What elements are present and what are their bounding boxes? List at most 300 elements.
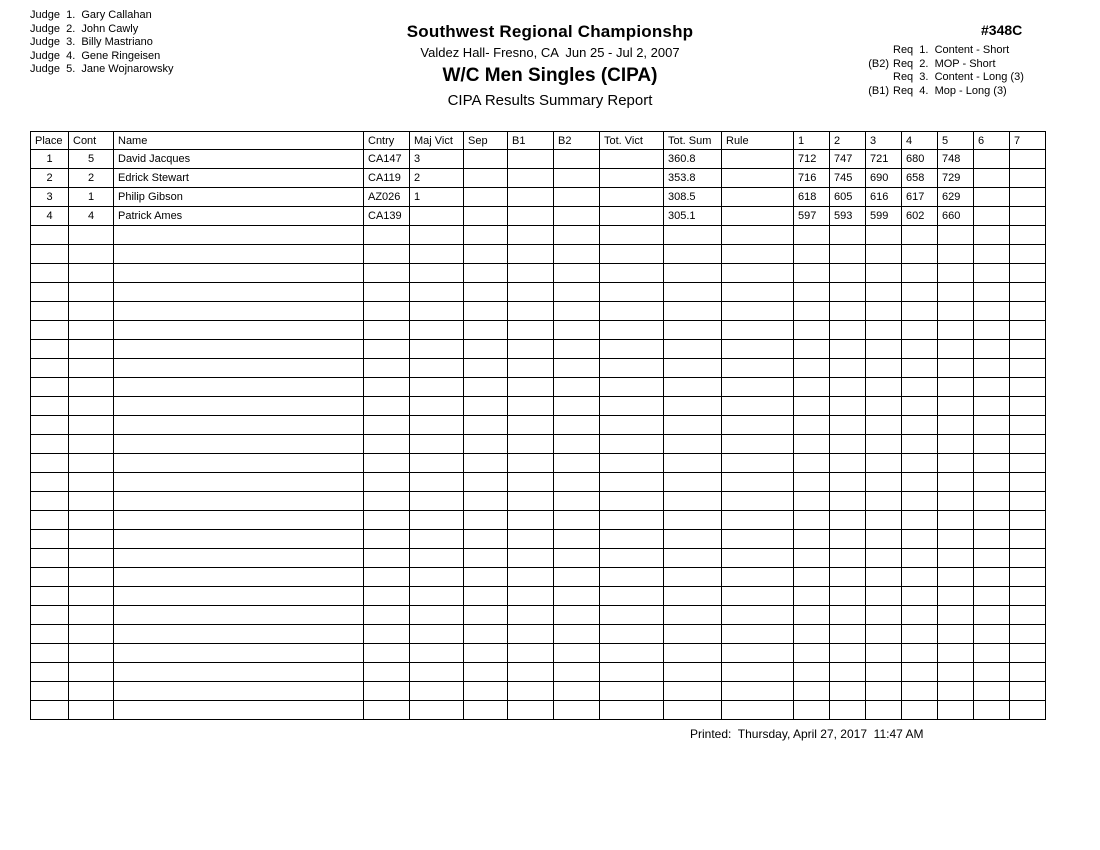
table-cell (364, 473, 410, 492)
table-cell (722, 359, 794, 378)
table-cell (464, 454, 508, 473)
table-cell (600, 321, 664, 340)
table-cell (794, 644, 830, 663)
table-cell (410, 587, 464, 606)
table-cell (866, 359, 902, 378)
table-cell (410, 549, 464, 568)
table-cell (69, 625, 114, 644)
table-row (31, 150, 1046, 169)
table-cell (722, 283, 794, 302)
table-cell (938, 473, 974, 492)
table-cell (69, 321, 114, 340)
judge-line: Judge 2. John Cawly (30, 22, 139, 35)
table-cell (554, 150, 600, 169)
table-cell (464, 663, 508, 682)
table-cell (830, 625, 866, 644)
table-cell (722, 302, 794, 321)
table-cell (794, 283, 830, 302)
table-cell (600, 435, 664, 454)
table-cell (114, 264, 364, 283)
table-cell (1010, 701, 1046, 720)
table-cell (554, 321, 600, 340)
table-cell (410, 644, 464, 663)
table-cell (508, 321, 554, 340)
column-header: Sep (464, 132, 508, 150)
table-cell (114, 283, 364, 302)
table-cell (938, 606, 974, 625)
table-cell (902, 625, 938, 644)
table-cell (1010, 435, 1046, 454)
table-cell (974, 701, 1010, 720)
table-cell (464, 416, 508, 435)
table-cell (1010, 644, 1046, 663)
table-cell (69, 530, 114, 549)
table-cell (410, 530, 464, 549)
table-cell (794, 492, 830, 511)
table-cell (974, 378, 1010, 397)
judge-line: Judge 4. Gene Ringeisen (30, 49, 161, 62)
table-cell (974, 207, 1010, 226)
table-cell (31, 302, 69, 321)
table-cell (830, 492, 866, 511)
table-cell (508, 302, 554, 321)
table-cell (794, 587, 830, 606)
table-cell (664, 663, 722, 682)
table-cell (902, 587, 938, 606)
table-cell (554, 473, 600, 492)
table-cell (866, 625, 902, 644)
table-cell (600, 530, 664, 549)
table-cell (1010, 378, 1046, 397)
table-cell (974, 397, 1010, 416)
column-header: Tot. Vict (600, 132, 664, 150)
report-title: CIPA Results Summary Report (447, 92, 653, 109)
table-cell (866, 283, 902, 302)
table-cell (938, 416, 974, 435)
table-cell (866, 530, 902, 549)
req-prefix (863, 44, 889, 58)
table-cell (866, 321, 902, 340)
table-cell (364, 663, 410, 682)
table-row (31, 169, 1046, 188)
table-cell (722, 207, 794, 226)
table-cell (114, 340, 364, 359)
table-cell (830, 321, 866, 340)
table-cell (830, 511, 866, 530)
table-cell (364, 549, 410, 568)
table-cell (902, 473, 938, 492)
table-cell (31, 663, 69, 682)
table-cell (464, 511, 508, 530)
table-cell: CA139 (364, 207, 410, 226)
table-cell (464, 435, 508, 454)
table-cell (1010, 625, 1046, 644)
table-cell (464, 359, 508, 378)
table-cell (664, 549, 722, 568)
table-cell (794, 264, 830, 283)
table-cell (794, 568, 830, 587)
table-cell (1010, 302, 1046, 321)
table-cell (114, 397, 364, 416)
table-cell (664, 473, 722, 492)
table-cell (410, 606, 464, 625)
table-cell (830, 473, 866, 492)
table-cell (664, 359, 722, 378)
table-cell (664, 264, 722, 283)
table-cell (31, 435, 69, 454)
table-cell (938, 397, 974, 416)
table-cell (364, 264, 410, 283)
table-cell (69, 454, 114, 473)
table-cell: 5 (69, 150, 114, 169)
table-cell (114, 549, 364, 568)
table-cell (830, 283, 866, 302)
table-cell (722, 378, 794, 397)
table-cell (902, 701, 938, 720)
table-cell (902, 549, 938, 568)
table-cell: Patrick Ames (114, 207, 364, 226)
table-cell (31, 644, 69, 663)
table-cell (364, 568, 410, 587)
table-cell (866, 340, 902, 359)
table-cell (1010, 150, 1046, 169)
table-cell (600, 644, 664, 663)
req-text: Req 3. Content - Long (3) (893, 71, 1024, 83)
table-cell (938, 701, 974, 720)
table-cell (31, 701, 69, 720)
table-row (31, 397, 1046, 416)
table-cell (1010, 473, 1046, 492)
table-cell (554, 435, 600, 454)
table-cell: 1 (410, 188, 464, 207)
table-cell (464, 340, 508, 359)
table-cell (794, 226, 830, 245)
table-cell (1010, 530, 1046, 549)
table-cell (508, 435, 554, 454)
table-cell (508, 340, 554, 359)
table-cell (114, 378, 364, 397)
table-cell (464, 397, 508, 416)
table-cell (114, 226, 364, 245)
table-cell (1010, 492, 1046, 511)
table-cell (508, 530, 554, 549)
table-cell (600, 454, 664, 473)
table-row (31, 587, 1046, 606)
table-row (31, 340, 1046, 359)
table-cell (866, 663, 902, 682)
table-cell (830, 340, 866, 359)
table-cell (31, 530, 69, 549)
table-cell (902, 283, 938, 302)
table-row (31, 359, 1046, 378)
table-cell: 602 (902, 207, 938, 226)
table-cell (554, 359, 600, 378)
table-cell (974, 530, 1010, 549)
table-cell (902, 416, 938, 435)
table-cell: 305.1 (664, 207, 722, 226)
table-cell (722, 340, 794, 359)
table-cell (69, 492, 114, 511)
table-cell (69, 397, 114, 416)
table-cell (464, 207, 508, 226)
table-cell (1010, 264, 1046, 283)
table-cell (464, 568, 508, 587)
table-cell: 660 (938, 207, 974, 226)
table-cell (69, 587, 114, 606)
table-cell (114, 568, 364, 587)
table-cell (938, 587, 974, 606)
table-cell (830, 568, 866, 587)
table-cell (114, 435, 364, 454)
table-cell (31, 625, 69, 644)
table-cell (974, 245, 1010, 264)
table-cell (410, 492, 464, 511)
table-cell: 748 (938, 150, 974, 169)
table-cell (364, 682, 410, 701)
table-cell (554, 549, 600, 568)
table-cell (722, 169, 794, 188)
table-cell: 353.8 (664, 169, 722, 188)
table-cell (902, 264, 938, 283)
table-cell (794, 340, 830, 359)
table-cell (31, 340, 69, 359)
table-cell (974, 549, 1010, 568)
table-cell: 747 (830, 150, 866, 169)
table-cell (508, 663, 554, 682)
table-cell (410, 435, 464, 454)
table-cell (410, 682, 464, 701)
table-cell (600, 549, 664, 568)
table-cell (508, 226, 554, 245)
table-cell (364, 302, 410, 321)
req-text: Req 1. Content - Short (893, 44, 1010, 56)
table-cell: David Jacques (114, 150, 364, 169)
table-cell (600, 245, 664, 264)
table-cell (830, 587, 866, 606)
table-cell (938, 625, 974, 644)
table-cell: 2 (69, 169, 114, 188)
table-cell (114, 644, 364, 663)
table-cell (364, 245, 410, 264)
table-cell (664, 492, 722, 511)
table-cell (410, 378, 464, 397)
table-cell (938, 663, 974, 682)
table-cell (364, 530, 410, 549)
table-cell (830, 549, 866, 568)
table-cell (31, 359, 69, 378)
table-cell (410, 663, 464, 682)
table-cell (114, 245, 364, 264)
column-header: Tot. Sum (664, 132, 722, 150)
table-cell (554, 530, 600, 549)
table-cell: 597 (794, 207, 830, 226)
table-cell (114, 416, 364, 435)
table-cell (464, 245, 508, 264)
table-cell (902, 302, 938, 321)
req-text: Req 4. Mop - Long (3) (893, 84, 1007, 97)
table-cell (722, 321, 794, 340)
table-cell (600, 264, 664, 283)
table-cell (664, 530, 722, 549)
table-cell (902, 321, 938, 340)
table-cell: CA147 (364, 150, 410, 169)
table-cell (508, 454, 554, 473)
table-cell (974, 340, 1010, 359)
table-cell (600, 416, 664, 435)
table-cell (114, 492, 364, 511)
table-cell (364, 378, 410, 397)
table-cell (722, 492, 794, 511)
table-cell (722, 625, 794, 644)
table-row (31, 264, 1046, 283)
table-cell (974, 226, 1010, 245)
table-cell (722, 264, 794, 283)
table-cell (69, 245, 114, 264)
table-cell (554, 226, 600, 245)
table-row (31, 625, 1046, 644)
table-cell (866, 701, 902, 720)
table-cell (464, 644, 508, 663)
req-text: Req 2. MOP - Short (893, 57, 996, 70)
table-cell (902, 378, 938, 397)
table-cell (794, 302, 830, 321)
table-cell (722, 549, 794, 568)
table-cell (600, 283, 664, 302)
table-cell (464, 150, 508, 169)
table-cell (866, 397, 902, 416)
table-cell: 745 (830, 169, 866, 188)
table-cell (114, 701, 364, 720)
table-cell (866, 473, 902, 492)
table-cell: 605 (830, 188, 866, 207)
table-cell (508, 644, 554, 663)
table-cell (364, 644, 410, 663)
table-cell (31, 454, 69, 473)
table-cell (722, 435, 794, 454)
table-cell (600, 587, 664, 606)
table-cell (554, 169, 600, 188)
table-cell (600, 625, 664, 644)
table-cell: 721 (866, 150, 902, 169)
column-header: Maj Vict (410, 132, 464, 150)
table-cell (600, 340, 664, 359)
table-cell (722, 397, 794, 416)
table-row (31, 511, 1046, 530)
table-cell (464, 587, 508, 606)
table-cell (508, 473, 554, 492)
table-cell (974, 150, 1010, 169)
table-cell (902, 454, 938, 473)
table-cell (410, 264, 464, 283)
table-cell (114, 359, 364, 378)
table-cell (31, 606, 69, 625)
table-cell (114, 473, 364, 492)
column-header: 7 (1010, 132, 1046, 150)
table-cell (664, 644, 722, 663)
table-cell (410, 359, 464, 378)
table-cell (508, 169, 554, 188)
table-cell (830, 264, 866, 283)
table-cell (600, 397, 664, 416)
table-cell: 1 (31, 150, 69, 169)
table-cell (464, 226, 508, 245)
table-cell (600, 492, 664, 511)
table-cell (722, 587, 794, 606)
table-cell (722, 606, 794, 625)
table-cell (974, 359, 1010, 378)
judge-line: Judge 1. Gary Callahan (30, 9, 152, 21)
table-cell (664, 511, 722, 530)
table-cell (508, 682, 554, 701)
column-header: B1 (508, 132, 554, 150)
table-cell (938, 454, 974, 473)
table-cell (664, 340, 722, 359)
table-cell (554, 492, 600, 511)
table-cell (364, 511, 410, 530)
table-cell (1010, 245, 1046, 264)
table-cell (1010, 321, 1046, 340)
table-cell (902, 359, 938, 378)
table-cell (938, 340, 974, 359)
table-cell (830, 302, 866, 321)
table-cell (794, 549, 830, 568)
table-cell (464, 625, 508, 644)
column-header: 1 (794, 132, 830, 150)
table-cell (364, 701, 410, 720)
table-cell (902, 606, 938, 625)
table-cell (554, 245, 600, 264)
table-cell (722, 245, 794, 264)
table-cell (464, 302, 508, 321)
table-cell (410, 454, 464, 473)
table-cell (69, 663, 114, 682)
table-cell (722, 150, 794, 169)
table-cell (554, 625, 600, 644)
table-cell (664, 416, 722, 435)
table-cell (554, 701, 600, 720)
table-row (31, 378, 1046, 397)
table-cell (69, 511, 114, 530)
table-row (31, 245, 1046, 264)
table-cell (464, 606, 508, 625)
table-cell (464, 283, 508, 302)
table-cell (114, 530, 364, 549)
table-cell: 618 (794, 188, 830, 207)
table-cell (410, 397, 464, 416)
table-cell (794, 530, 830, 549)
table-cell (508, 283, 554, 302)
table-cell (114, 511, 364, 530)
table-cell (902, 340, 938, 359)
table-cell (722, 568, 794, 587)
table-cell (974, 169, 1010, 188)
req-list (863, 44, 1024, 98)
req-prefix: (B1) (868, 84, 889, 97)
table-cell (830, 606, 866, 625)
table-cell (364, 397, 410, 416)
table-cell (31, 416, 69, 435)
table-cell (974, 416, 1010, 435)
table-cell (664, 625, 722, 644)
table-cell (554, 188, 600, 207)
table-cell (664, 378, 722, 397)
req-prefix: (B2) (868, 57, 889, 70)
table-cell (794, 682, 830, 701)
table-cell (69, 568, 114, 587)
table-cell (114, 682, 364, 701)
table-cell (364, 435, 410, 454)
table-cell (508, 701, 554, 720)
